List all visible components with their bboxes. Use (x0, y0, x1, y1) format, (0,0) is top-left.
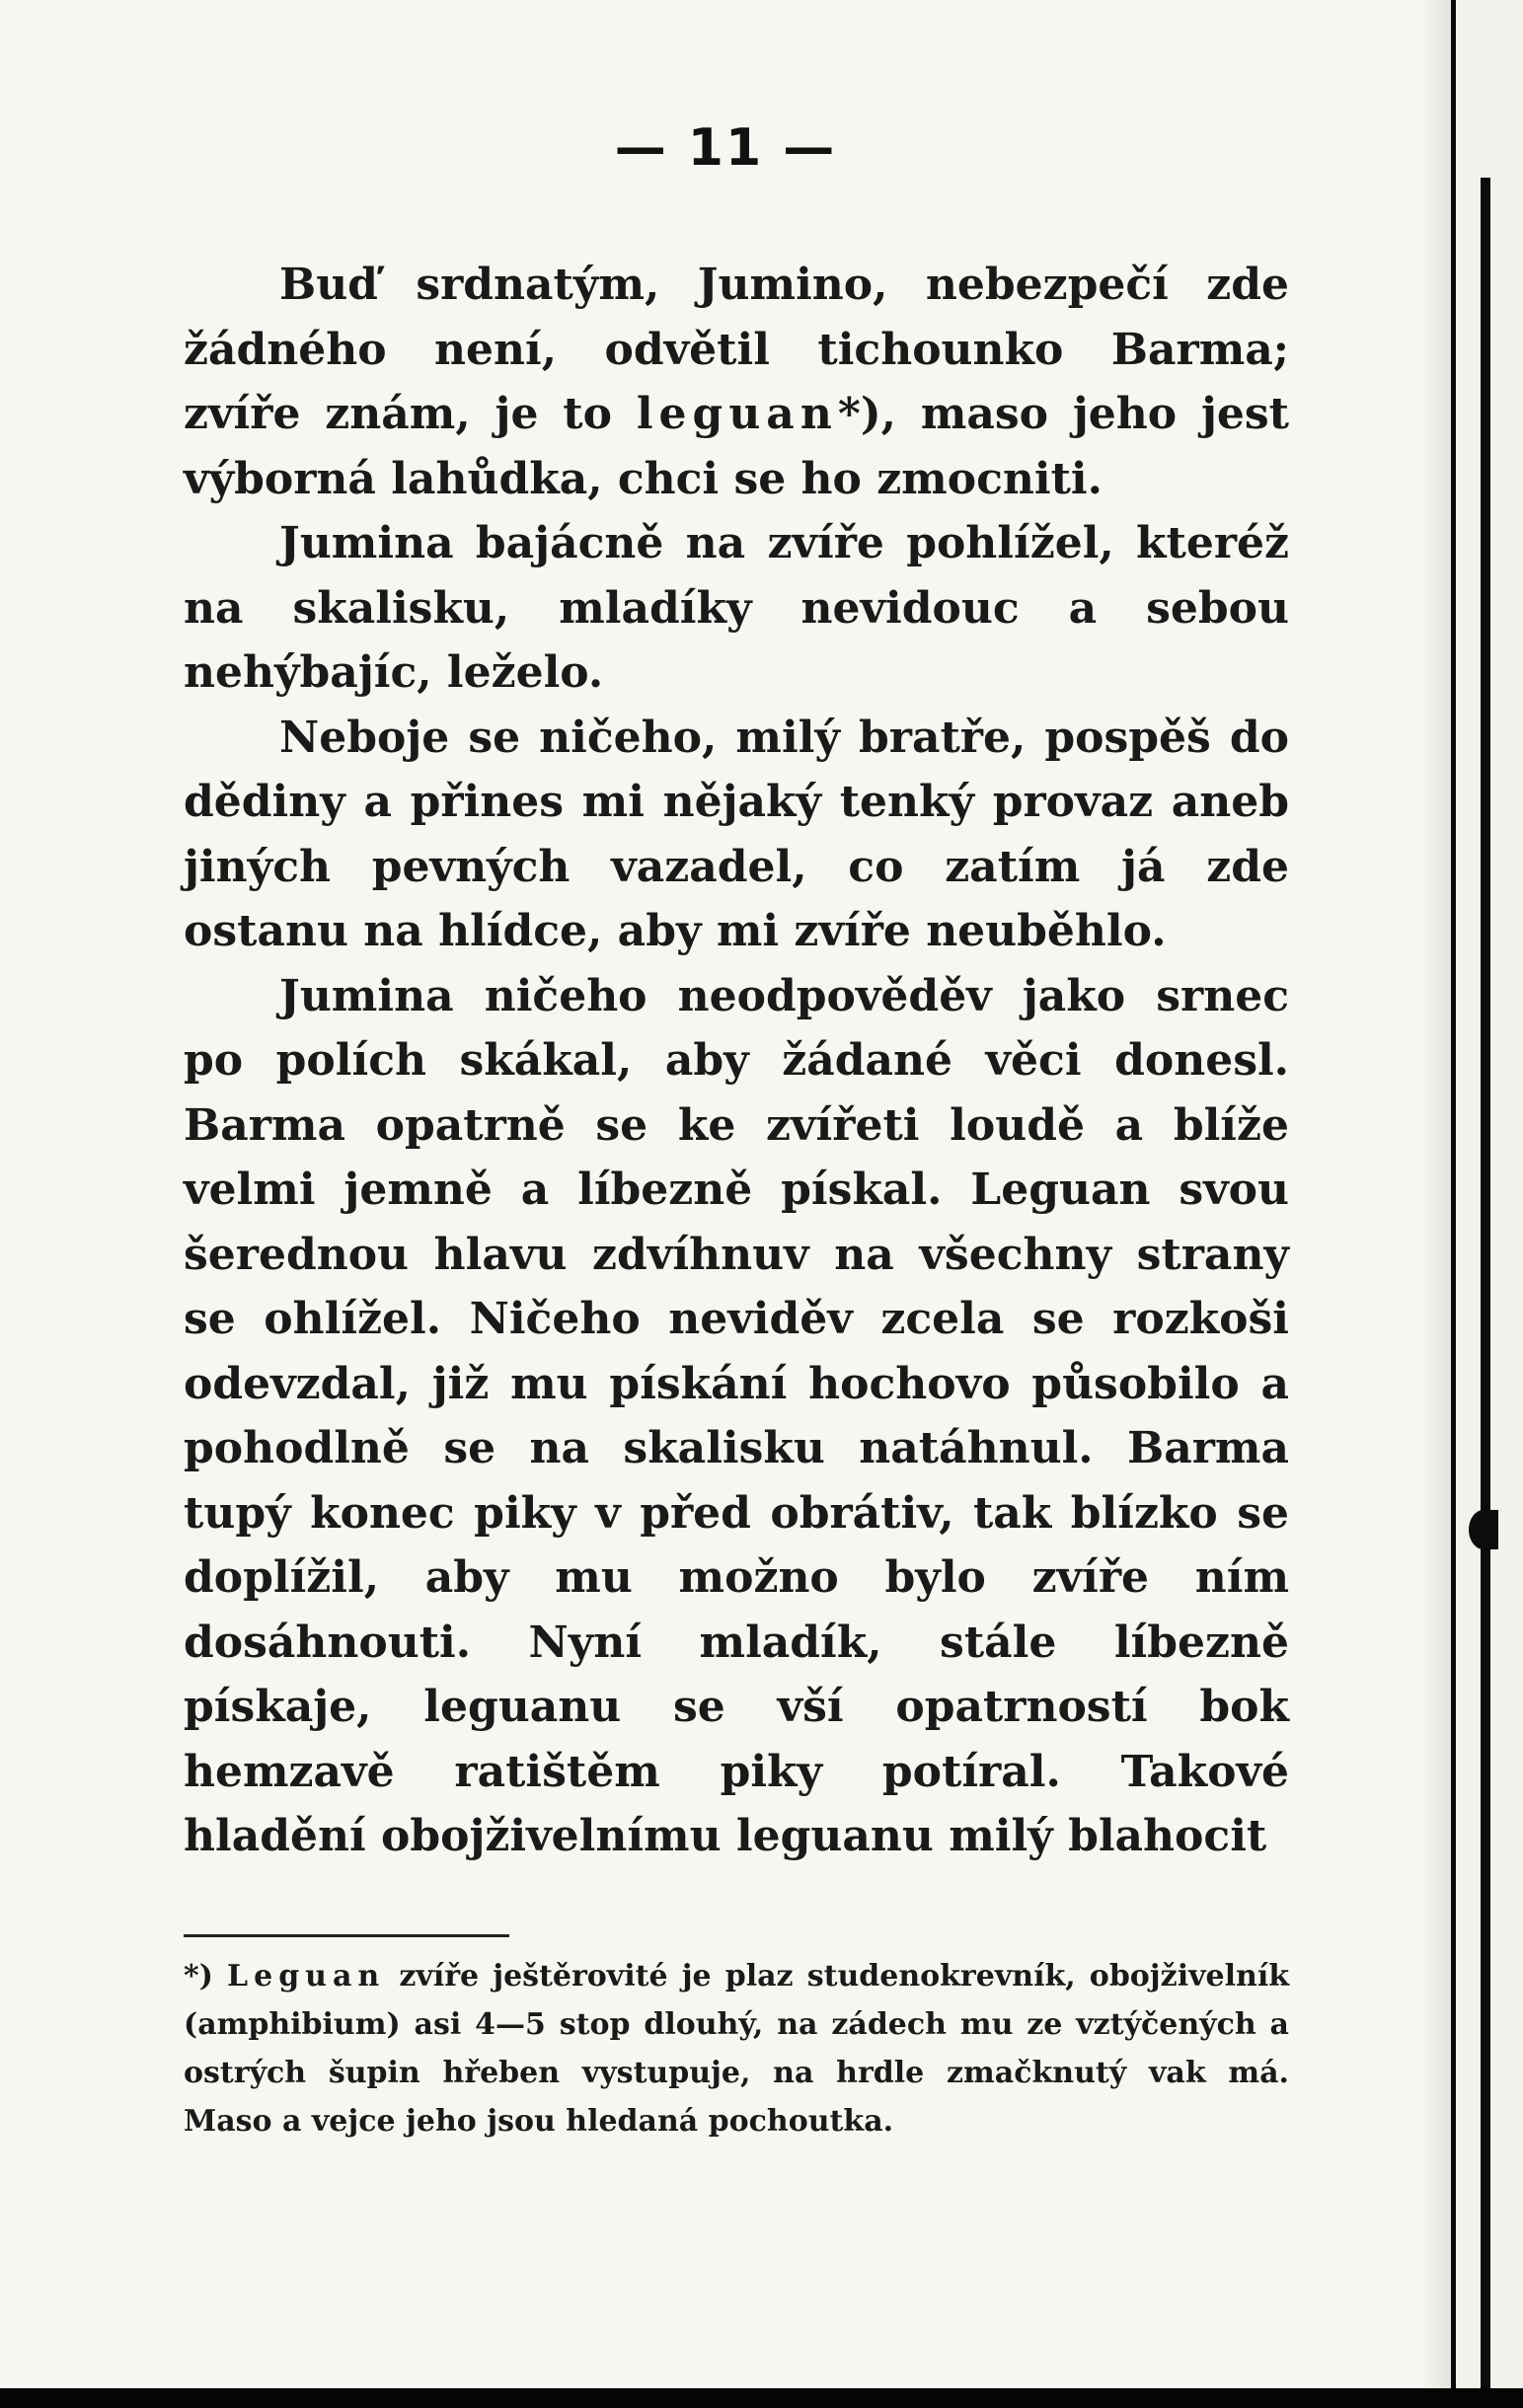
paragraph-1 (184, 253, 1289, 511)
footnote (184, 1952, 1289, 2145)
binding-line (1481, 178, 1490, 2398)
footnote-text: zvíře ještěrovité je plaz studenokrevník, obojživelník (amphibium) asi 4—5 stop dlouhý, na zádech mu ze vztýčených a ostrých šupin hřeben vystupuje, na hrdle zmačknutý vak má. Maso a vejce jeho jsou hledaná pochoutka. (184, 1959, 1289, 2139)
paragraph-1-text-b: , maso jeho jest výborná lahůdka, chci se ho zmocniti. (184, 389, 1289, 504)
page-number: — 11 — (614, 118, 837, 178)
main-text (184, 253, 1289, 1869)
paragraph-2: Jumina bajácně na zvíře pohlížel, kteréž na skalisku, mladíky nevidouc a sebou nehýbajíc, leželo. (184, 518, 1289, 698)
paragraph-1-text-a: Buď srdnatým, Jumino, nebezpečí zde žádného není, odvětil tichounko Barma; zvíře znám, je to (184, 260, 1289, 439)
scan-bottom-border (0, 2388, 1523, 2408)
footnote-divider (184, 1934, 509, 1937)
binding-notch (1469, 1510, 1498, 1549)
footnote-marker: *) (184, 1959, 213, 1994)
paragraph-3: Neboje se ničeho, milý bratře, pospěš do dědiny a přines mi nějaký tenký provaz aneb jiných pevných vazadel, co zatím já zde ostanu na hlídce, aby mi zvíře neuběhlo. (184, 712, 1289, 956)
footnote-reference: *) (837, 389, 881, 439)
footnote-term: Leguan (227, 1959, 386, 1994)
leguan-term: leguan (636, 389, 838, 439)
footnote-paragraph (184, 1952, 1289, 2145)
page-edge-shadow (1421, 0, 1451, 2388)
paragraph-4: Jumina ničeho neodpověděv jako srnec po polích skákal, aby žádané věci donesl. Barma opatrně se ke zvířeti loudě a blíže velmi jemně a líbezně pískal. Leguan svou šerednou hlavu zdvíhnuv na všechny strany se ohlížel. Ničeho neviděv zcela se rozkoši odevzdal, již mu pískání hochovo působilo a pohodlně se na skalisku natáhnul. Barma tupý konec piky v před obrátiv, tak blízko se doplížil, aby mu možno bylo zvíře ním dosáhnouti. Nyní mladík, stále líbezně pískaje, leguanu se vší opatrností bok hemzavě ratištěm piky potíral. Takové hladění obojživelnímu leguanu milý blahocit (184, 970, 1289, 1861)
